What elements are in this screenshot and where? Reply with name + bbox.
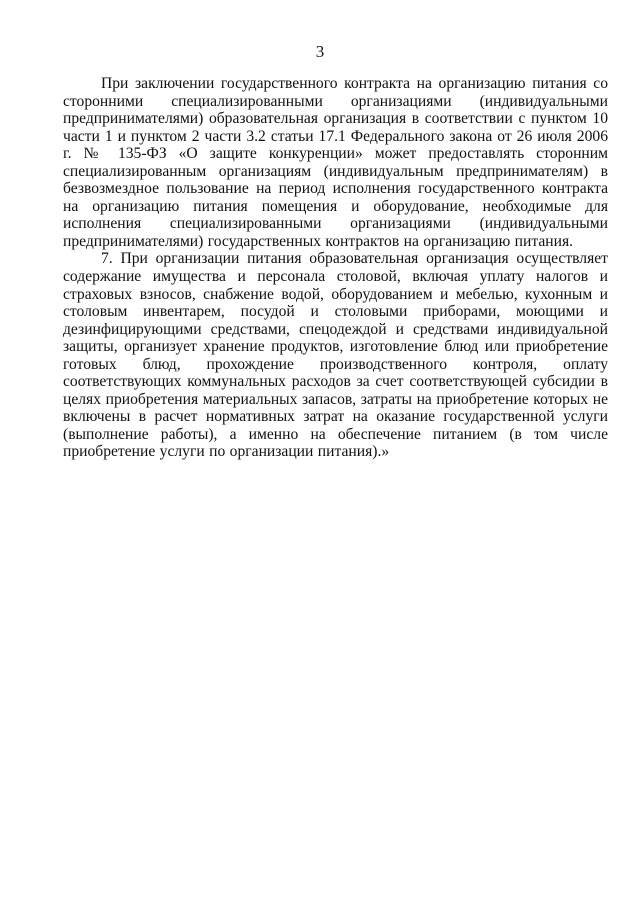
paragraph-contract-premises: При заключении государственного контракта на организацию питания со сторонними специализированными организациями (индивидуальными предпринимателями) образовательная организация в соответствии с пунктом 10 части 1 и пунктом 2 части 3.2 статьи 17.1 Федерального закона от 26 июля 2006 г. № 135-ФЗ «О защите конкуренции» может предоставлять сторонним специализированным организациям (индивидуальным предпринимателям) в безвозмездное пользование на период исполнения государственного контракта на организацию питания помещения и оборудование, необходимые для исполнения специализированными организациями (индивидуальными предпринимателями) государственных контрактов на организацию питания. <box>63 75 608 250</box>
document-body <box>63 75 608 461</box>
page-number: 3 <box>315 42 325 61</box>
paragraph-7-catering-maintenance: 7. При организации питания образовательная организация осуществляет содержание имущества и персонала столовой, включая уплату налогов и страховых взносов, снабжение водой, оборудованием и мебелью, кухонным и столовым инвентарем, посудой и столовыми приборами, моющими и дезинфицирующими средствами, спецодеждой и средствами индивидуальной защиты, организует хранение продуктов, изготовление блюд или приобретение готовых блюд, прохождение производственного контроля, оплату соответствующих коммунальных расходов за счет соответствующей субсидии в целях приобретения материальных запасов, затраты на приобретение которых не включены в расчет нормативных затрат на оказание государственной услуги (выполнение работы), а именно на обеспечение питанием (в том числе приобретение услуги по организации питания).» <box>63 250 608 461</box>
